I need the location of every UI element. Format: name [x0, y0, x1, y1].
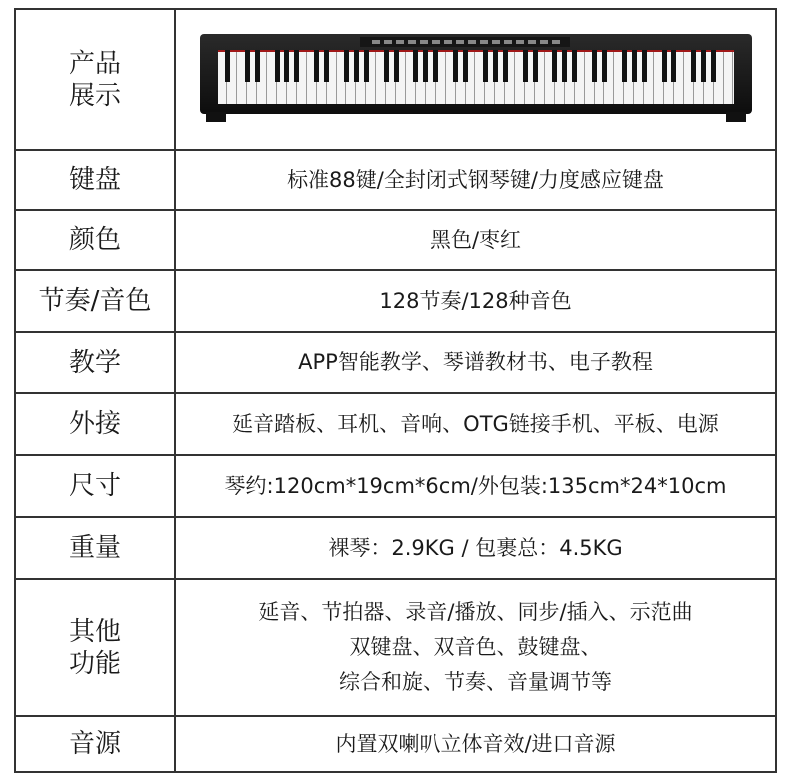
label-line: 展示 [68, 80, 121, 111]
row-size [16, 454, 775, 516]
value-cell: 内置双喇叭立体音效/进口音源 [335, 731, 616, 756]
panel-button [384, 40, 392, 44]
black-key [344, 50, 349, 82]
label-cell: 教学 [16, 333, 176, 392]
panel-button [468, 40, 476, 44]
row-other-functions [16, 578, 775, 715]
digital-piano-image [200, 34, 752, 126]
panel-button [432, 40, 440, 44]
panel-button [372, 40, 380, 44]
black-key [245, 50, 250, 82]
black-key [523, 50, 528, 82]
value-cell: 延音踏板、耳机、音响、OTG链接手机、平板、电源 [232, 411, 719, 436]
panel-button [540, 40, 548, 44]
black-key [711, 50, 716, 82]
row-weight [16, 516, 775, 578]
value-line: 综合和旋、节奏、音量调节等 [339, 670, 612, 694]
black-key [255, 50, 260, 82]
black-key [413, 50, 418, 82]
row-rhythm-tone [16, 269, 775, 331]
black-key [453, 50, 458, 82]
row-color [16, 209, 775, 269]
label-cell [16, 10, 176, 149]
row-external [16, 392, 775, 454]
value-cell: 128节奏/128种音色 [379, 288, 572, 313]
control-panel [360, 37, 570, 47]
row-product-display [16, 10, 775, 149]
black-key [384, 50, 389, 82]
black-key [423, 50, 428, 82]
panel-button [396, 40, 404, 44]
value-cell: 标准88键/全封闭式钢琴键/力度感应键盘 [287, 167, 664, 192]
black-key [463, 50, 468, 82]
panel-button [456, 40, 464, 44]
black-key [592, 50, 597, 82]
label-cell [16, 580, 176, 715]
black-key [394, 50, 399, 82]
piano-foot [726, 112, 746, 122]
panel-button [528, 40, 536, 44]
black-key [483, 50, 488, 82]
value-cell: 琴约:120cm*19cm*6cm/外包装:135cm*24*10cm [224, 473, 727, 498]
black-key [275, 50, 280, 82]
black-key [354, 50, 359, 82]
spec-table [14, 8, 777, 773]
black-key [225, 50, 230, 82]
black-key [662, 50, 667, 82]
label-line: 产品 [68, 48, 121, 79]
value-cell: APP智能教学、琴谱教材书、电子教程 [298, 350, 653, 374]
label-line: 功能 [68, 648, 121, 679]
black-key [632, 50, 637, 82]
black-key [284, 50, 289, 82]
row-audio-source [16, 715, 775, 771]
black-key [572, 50, 577, 82]
label-cell: 音源 [16, 717, 176, 771]
black-key [552, 50, 557, 82]
black-key [294, 50, 299, 82]
black-key [533, 50, 538, 82]
black-key [433, 50, 438, 82]
row-keyboard [16, 149, 775, 209]
panel-button [492, 40, 500, 44]
panel-button [408, 40, 416, 44]
black-key [691, 50, 696, 82]
piano-foot [206, 112, 226, 122]
label-cell: 外接 [16, 394, 176, 454]
value-cell [176, 580, 775, 715]
label-cell: 键盘 [16, 151, 176, 209]
value-cell: 裸琴：2.9KG / 包裹总：4.5KG [328, 535, 623, 560]
panel-button [420, 40, 428, 44]
panel-button [504, 40, 512, 44]
value-line: 延音、节拍器、录音/播放、同步/插入、示范曲 [258, 600, 693, 624]
label-cell: 颜色 [16, 211, 176, 269]
label-cell: 尺寸 [16, 456, 176, 516]
black-key [493, 50, 498, 82]
black-key [503, 50, 508, 82]
black-key [701, 50, 706, 82]
panel-button [480, 40, 488, 44]
label-cell: 重量 [16, 518, 176, 578]
black-key [364, 50, 369, 82]
white-key [724, 52, 734, 104]
value-cell: 黑色/枣红 [429, 227, 522, 252]
row-teaching [16, 331, 775, 392]
black-key [622, 50, 627, 82]
black-key [602, 50, 607, 82]
black-key [671, 50, 676, 82]
value-line: 双键盘、双音色、鼓键盘、 [349, 635, 602, 659]
black-key [324, 50, 329, 82]
panel-button [516, 40, 524, 44]
black-key [642, 50, 647, 82]
black-key [314, 50, 319, 82]
value-cell [176, 10, 775, 149]
black-key [562, 50, 567, 82]
label-cell: 节奏/音色 [16, 271, 176, 331]
panel-button [444, 40, 452, 44]
panel-button [552, 40, 560, 44]
label-line: 其他 [68, 616, 121, 647]
